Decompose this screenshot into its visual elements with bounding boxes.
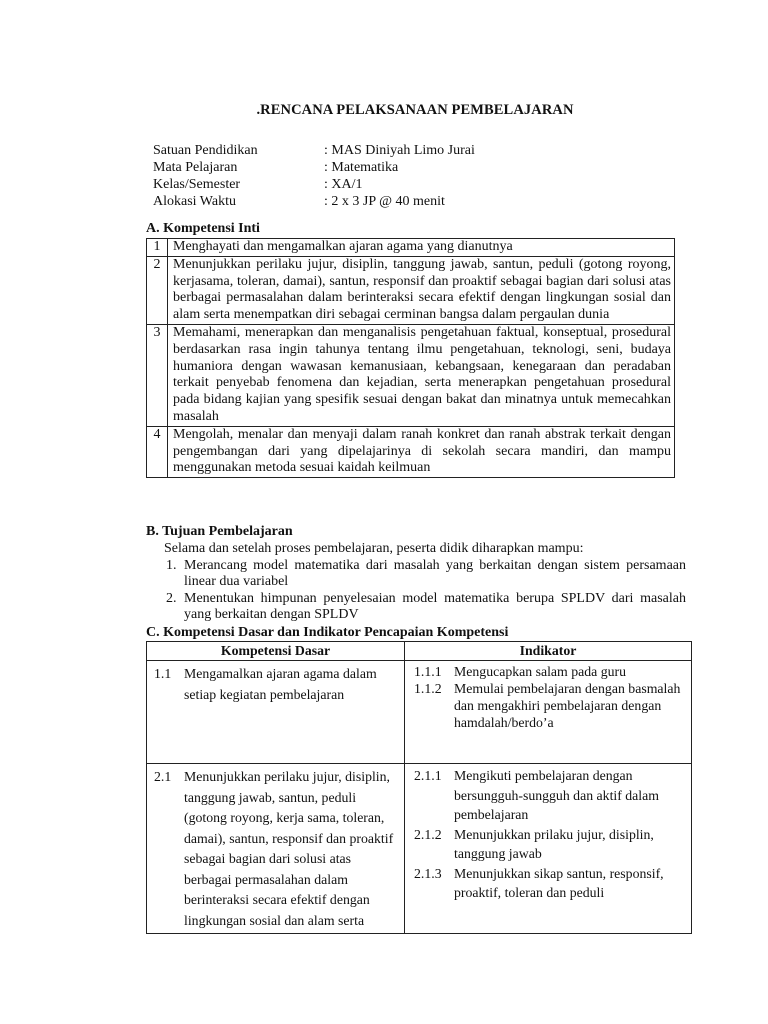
identity-row-subject	[153, 159, 475, 176]
identity-row-school	[153, 142, 475, 159]
row-text: Menghayati dan mengamalkan ajaran agama yang dianutnya	[168, 239, 675, 257]
indicator-item	[414, 680, 686, 731]
row-text: Memahami, menerapkan dan menganalisis pengetahuan faktual, konseptual, prosedural berdasarkan rasa ingin tahunya tentang ilmu pengetahuan, teknologi, seni, budaya humaniora dengan wawasan kemanusiaan, kebangsaan, kenegaraan dan peradaban terkait penyebab fenomena dan kejadian, serta menerapkan pengetahuan prosedural pada bidang kajian yang spesifik sesuai dengan bakat dan minatnya untuk memecahkan masalah	[168, 324, 675, 426]
row-number: 2	[147, 256, 168, 324]
table-row	[147, 764, 692, 934]
objectives-list	[146, 558, 686, 624]
identity-label: Satuan Pendidikan	[153, 143, 258, 158]
list-item: 2. Menentukan himpunan penyelesaian model matematika berupa SPLDV dari masalah yang berkaitan dengan SPLDV	[180, 591, 686, 624]
core-competency-table	[146, 238, 675, 478]
indicator-number: 1.1.2	[414, 681, 442, 696]
indicator-text: Menunjukkan sikap santun, responsif, proaktif, toleran dan peduli	[454, 865, 664, 900]
identity-value: : 2 x 3 JP @ 40 menit	[324, 194, 445, 209]
kd-number: 1.1	[154, 666, 172, 681]
table-row	[147, 324, 675, 426]
indicator-cell	[405, 764, 692, 934]
kd-cell	[147, 764, 405, 934]
table-header-row	[147, 642, 692, 661]
identity-block	[153, 142, 475, 210]
kd-text: Mengamalkan ajaran agama dalam setiap kegiatan pembelajaran	[184, 666, 377, 702]
section-a-heading: A. Kompetensi Inti	[146, 221, 260, 236]
row-number: 4	[147, 426, 168, 477]
kd-number: 2.1	[154, 769, 172, 784]
table-row	[147, 426, 675, 477]
row-text: Mengolah, menalar dan menyaji dalam ranah konkret dan ranah abstrak terkait dengan pengembangan dari yang dipelajarinya di sekolah secara mandiri, dan mampu menggunakan metoda sesuai kaidah keilmuan	[168, 426, 675, 477]
section-c-heading: C. Kompetensi Dasar dan Indikator Pencapaian Kompetensi	[146, 625, 509, 640]
indicator-number: 2.1.2	[414, 826, 442, 842]
document-title: .RENCANA PELAKSANAAN PEMBELAJARAN	[256, 102, 574, 118]
indicator-item	[414, 825, 686, 864]
column-header-indicator: Indikator	[405, 642, 692, 661]
identity-value: : XA/1	[324, 177, 363, 192]
identity-row-class	[153, 176, 475, 193]
section-b-heading: B. Tujuan Pembelajaran	[146, 524, 293, 539]
table-row	[147, 239, 675, 257]
basic-competency-table	[146, 641, 692, 934]
kd-item	[154, 767, 399, 931]
indicator-item	[414, 663, 686, 680]
row-text: Menunjukkan perilaku jujur, disiplin, tanggung jawab, santun, peduli (gotong royong, kerjasama, toleran, damai), santun, responsif dan proaktif sebagai bagian dari solusi atas berbagai permasalahan dalam berinteraksi secara efektif dengan lingkungan sosial dan alam serta menempatkan diri sebagai cerminan bangsa dalam pergaulan dunia	[168, 256, 675, 324]
table-row	[147, 256, 675, 324]
kd-item	[154, 664, 399, 705]
identity-value: : Matematika	[324, 160, 399, 175]
identity-value: : MAS Diniyah Limo Jurai	[324, 143, 475, 158]
column-header-kd: Kompetensi Dasar	[147, 642, 405, 661]
indicator-item	[414, 864, 686, 903]
indicator-text: Mengikuti pembelajaran dengan bersungguh-sungguh dan aktif dalam pembelajaran	[454, 768, 659, 822]
indicator-text: Menunjukkan prilaku jujur, disiplin, tanggung jawab	[454, 826, 654, 861]
indicator-item	[414, 766, 686, 825]
list-item: 1. Merancang model matematika dari masalah yang berkaitan dengan sistem persamaan linear dua variabel	[180, 558, 686, 591]
row-number: 1	[147, 239, 168, 257]
identity-row-time	[153, 193, 475, 210]
indicator-text: Mengucapkan salam pada guru	[454, 664, 627, 679]
learning-objectives	[146, 541, 686, 624]
kd-text: Menunjukkan perilaku jujur, disiplin, tanggung jawab, santun, peduli (gotong royong, kerja sama, toleran, damai), santun, responsif dan proaktif sebagai bagian dari solusi atas berbagai permasalahan dalam berinteraksi secara efektif dengan lingkungan sosial dan alam serta	[184, 769, 394, 928]
indicator-number: 1.1.1	[414, 664, 442, 679]
row-number: 3	[147, 324, 168, 426]
table-row	[147, 661, 692, 764]
indicator-text: Memulai pembelajaran dengan basmalah dan mengakhiri pembelajaran dengan hamdalah/berdo’a	[454, 681, 681, 730]
identity-label: Mata Pelajaran	[153, 160, 238, 175]
objectives-intro: Selama dan setelah proses pembelajaran, peserta didik diharapkan mampu:	[164, 541, 584, 556]
indicator-cell	[405, 661, 692, 764]
identity-label: Alokasi Waktu	[153, 194, 236, 209]
kd-cell	[147, 661, 405, 764]
indicator-number: 2.1.3	[414, 865, 442, 881]
identity-label: Kelas/Semester	[153, 177, 241, 192]
indicator-number: 2.1.1	[414, 768, 442, 783]
